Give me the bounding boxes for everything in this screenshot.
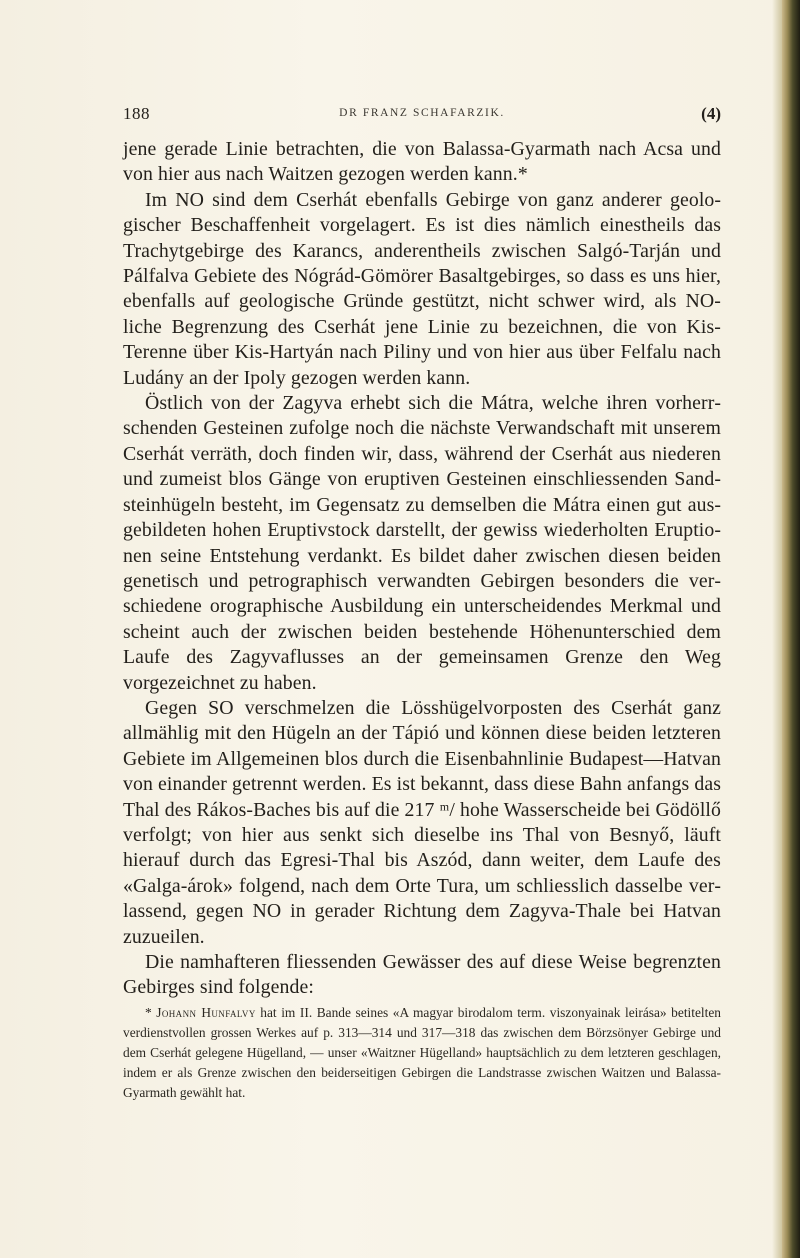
paragraph-2: Im NO sind dem Cserhát ebenfalls Gebirge von ganz anderer geologischer Beschaffenheit vorgelagert. Es ist dies nämlich einestheils das Trachytgebirge des Karancs, anderentheils zwischen Salgó-Tarján und Pálfalva Gebiete des Nógrád-Gömörer Basaltgebirges, so dass es uns hier, ebenfalls auf geologische Gründe gestützt, nicht schwer wird, als NO-liche Begrenzung des Cserhát jene Linie zu bezeichnen, die von Kis-Terenne über Kis-Hartyán nach Piliny und von hier aus über Felfalu nach Ludány an der Ipoly gezogen werden kann.	[123, 188, 721, 389]
page-header	[123, 104, 721, 128]
footnote	[123, 1003, 721, 1103]
paragraph-4: Gegen SO verschmelzen die Lösshügelvorposten des Cserhát ganz allmählig mit den Hügeln an der Tápió und können diese beiden letzteren Gebiete im Allgemeinen blos durch die Eisenbahnlinie Budapest—Hatvan von einander getrennt werden. Es ist bekannt, dass diese Bahn anfangs das Thal des Rákos-Baches bis auf die 217 ᵐ/ hohe Wasserscheide bei Gödöllő verfolgt; von hier aus senkt sich dieselbe ins Thal von Besnyő, läuft hierauf durch das Egresi-Thal bis Aszód, dann weiter, dem Laufe des «Galga-árok» folgend, nach dem Orte Tura, um schliesslich dasselbe verlassend, gegen NO in gerader Richtung dem Zagyva-Thale bei Hatvan zuzueilen.	[123, 696, 721, 948]
paragraph-1: jene gerade Linie betrachten, die von Balassa-Gyarmath nach Acsa und von hier aus nach Waitzen gezogen werden kann.*	[123, 138, 721, 186]
section-number: (4)	[701, 104, 721, 123]
paragraph-3: Östlich von der Zagyva erhebt sich die Mátra, welche ihren vorherrschenden Gesteinen zufolge noch die nächste Verwandschaft mit unserem Cserhát verräth, doch finden wir, dass, während der Cserhát aus niederen und zumeist blos Gänge von eruptiven Gesteinen einschliessenden Sandsteinhügeln besteht, im Gegensatz zu demselben die Mátra einen gut ausgebildeten hohen Eruptivstock darstellt, der gewiss wiederholten Eruptionen seine Entstehung verdankt. Es bildet daher zwischen diesen beiden genetisch und petrographisch verwandten Gebirgen besonders die verschiedene orographische Ausbildung ein unterscheidendes Merkmal und scheint auch der zwischen beiden bestehende Höhenunterschied dem Laufe des Zagyvaflusses an der gemeinsamen Grenze den Weg vorgezeichnet zu haben.	[123, 392, 721, 694]
page-number: 188	[123, 104, 150, 123]
footnote-author: Johann Hunfalvy	[156, 1005, 256, 1020]
footnote-marker: *	[145, 1005, 157, 1020]
paragraph-5: Die namhafteren fliessenden Gewässer des auf diese Weise begrenzten Gebirges sind folgende:	[123, 951, 721, 999]
footnote-text: hat im II. Bande seines «A magyar birodalom term. viszonyainak leirása» betitelten verdienstvollen grossen Werkes auf p. 313—314 und 317—318 das zwischen dem Börzsönyer Gebirge und dem Cserhát gelegene Hügelland, — unser «Waitzner Hügelland» hauptsächlich zu dem letzteren geschlagen, indem er als Grenze zwischen den beiderseitigen Gebirgen die Landstrasse zwischen Waitzen und Balassa-Gyarmath gewählt hat.	[123, 1005, 722, 1100]
running-title: DR FRANZ SCHAFARZIK.	[339, 107, 505, 119]
main-text	[123, 137, 721, 1001]
book-binding-edge	[782, 0, 800, 1258]
